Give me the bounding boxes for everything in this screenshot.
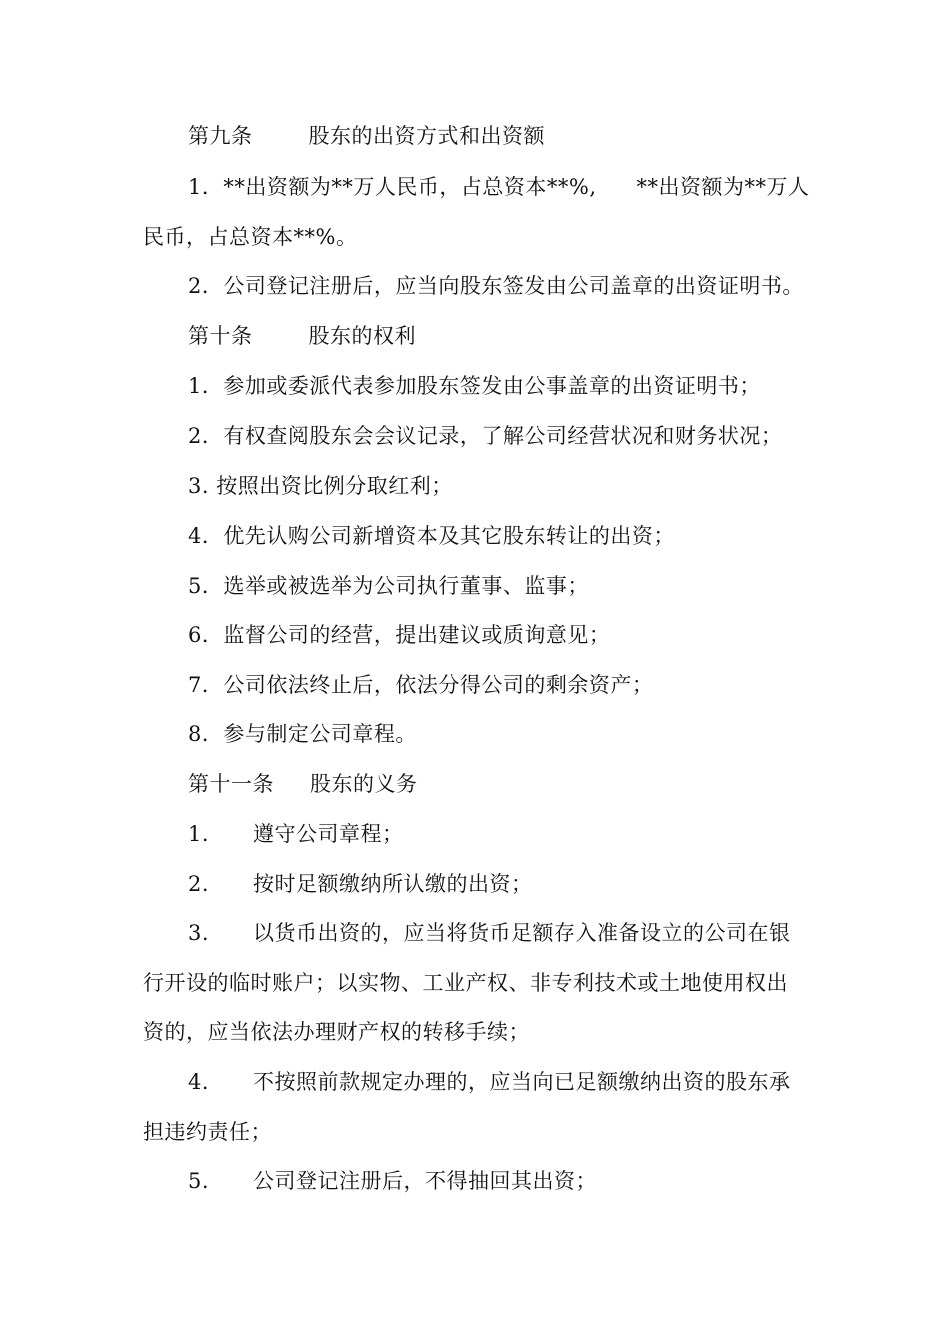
article-title: 股东的出资方式和出资额	[308, 124, 545, 148]
item-text: 不按照前款规定办理的，应当向已足额缴纳出资的股东承	[253, 1070, 791, 1094]
item-number: 4.	[188, 1070, 210, 1094]
list-item	[188, 920, 791, 946]
paragraph-line: 2．公司登记注册后，应当向股东签发由公司盖章的出资证明书。	[188, 274, 804, 298]
paragraph-line: 民币，占总资本**%。	[143, 225, 358, 249]
list-item: 6．监督公司的经营，提出建议或质询意见；	[188, 623, 611, 647]
article-number: 第十条	[188, 324, 253, 348]
article-title: 股东的义务	[310, 772, 418, 796]
item-number: 1.	[188, 822, 210, 846]
list-item-continuation: 行开设的临时账户；以实物、工业产权、非专利技术或土地使用权出	[143, 971, 788, 995]
list-item: 4．优先认购公司新增资本及其它股东转让的出资；	[188, 524, 675, 548]
list-item	[188, 871, 533, 897]
list-item: 7．公司依法终止后，依法分得公司的剩余资产；	[188, 673, 654, 697]
list-item-continuation: 资的，应当依法办理财产权的转移手续；	[143, 1020, 530, 1044]
item-number: 2.	[188, 872, 210, 896]
item-text: 按时足额缴纳所认缴的出资；	[253, 872, 533, 896]
article-number: 第十一条	[188, 772, 274, 796]
article-number: 第九条	[188, 124, 253, 148]
paragraph-line	[188, 174, 810, 200]
item-text: 遵守公司章程；	[253, 822, 404, 846]
paragraph-text: 1．**出资额为**万人民币，占总资本**%,	[188, 175, 597, 199]
list-item-continuation: 担违约责任；	[143, 1120, 272, 1144]
list-item: 2．有权查阅股东会会议记录，了解公司经营状况和财务状况；	[188, 424, 783, 448]
list-item: 3. 按照出资比例分取红利；	[188, 474, 453, 498]
article-9-heading	[188, 123, 545, 149]
list-item: 5．选举或被选举为公司执行董事、监事；	[188, 574, 589, 598]
list-item	[188, 1168, 597, 1194]
article-10-heading	[188, 323, 416, 349]
list-item: 8．参与制定公司章程。	[188, 722, 417, 746]
list-item	[188, 821, 404, 847]
item-text: 以货币出资的，应当将货币足额存入准备设立的公司在银	[253, 921, 791, 945]
item-number: 3.	[188, 921, 210, 945]
list-item: 1．参加或委派代表参加股东签发由公事盖章的出资证明书；	[188, 374, 761, 398]
list-item	[188, 1069, 791, 1095]
item-text: 公司登记注册后，不得抽回其出资；	[253, 1169, 598, 1193]
paragraph-text: **出资额为**万人	[636, 175, 810, 199]
item-number: 5.	[188, 1169, 210, 1193]
article-title: 股东的权利	[308, 324, 416, 348]
article-11-heading	[188, 771, 418, 797]
